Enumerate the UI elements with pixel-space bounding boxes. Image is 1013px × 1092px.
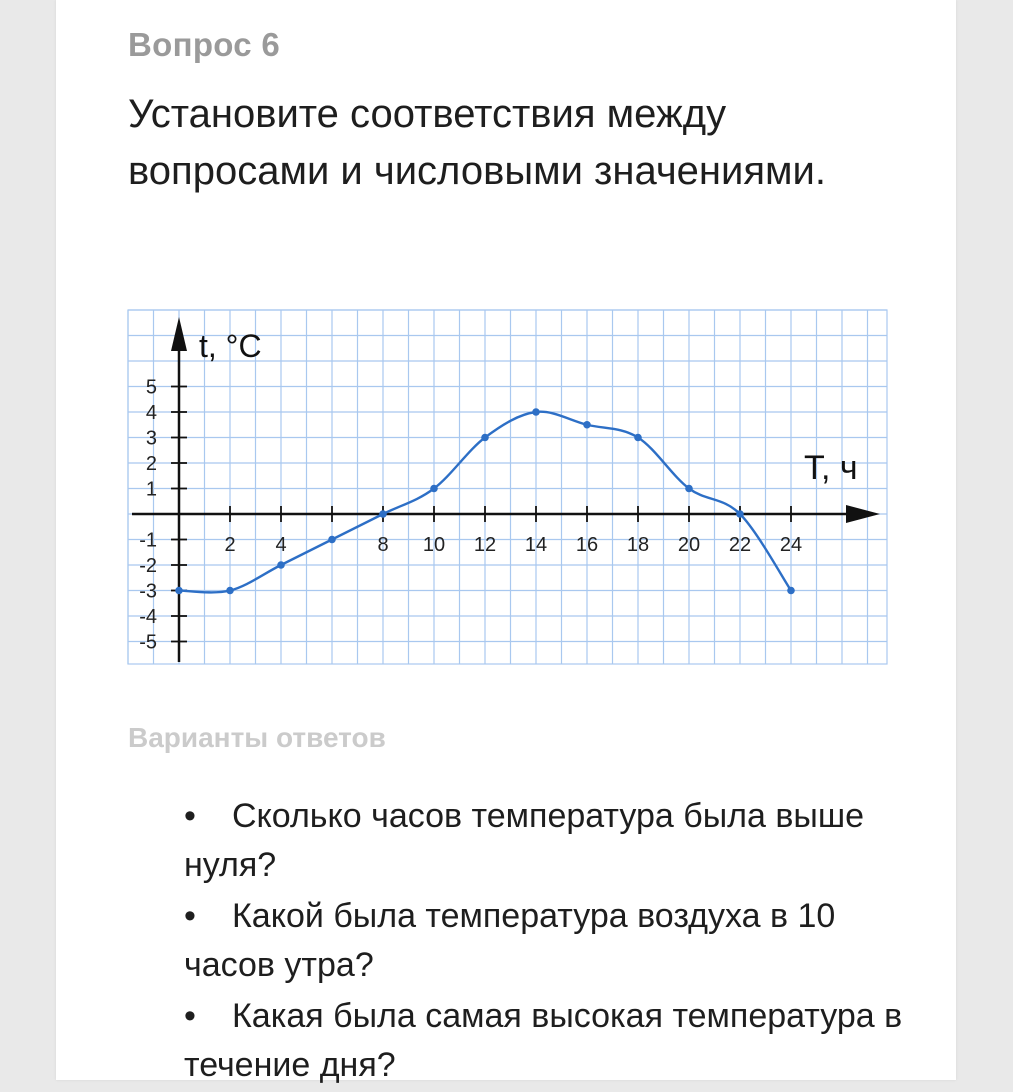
data-point <box>481 434 489 442</box>
y-tick-label: 1 <box>145 478 157 501</box>
bullet-icon: • <box>184 797 196 835</box>
answers-label: Варианты ответов <box>128 722 386 753</box>
answer-text: Какая была самая высокая температура в течение дня? <box>184 997 903 1084</box>
data-point <box>634 434 642 442</box>
y-tick-label: 5 <box>145 376 157 399</box>
x-tick-label: 12 <box>473 534 497 556</box>
y-axis-label: t, °C <box>199 328 262 364</box>
data-point <box>787 587 795 595</box>
bullet-icon: • <box>184 997 196 1035</box>
data-point <box>379 510 387 518</box>
x-tick-label: 8 <box>377 534 389 556</box>
x-tick-label: 10 <box>422 534 446 556</box>
y-tick-label: -1 <box>139 529 157 552</box>
y-tick-label: 2 <box>145 453 157 475</box>
question-text: Установите соответствия между вопросами и числовыми значениями. <box>128 92 826 193</box>
data-point <box>685 485 693 493</box>
list-item[interactable] <box>184 792 924 890</box>
x-tick-label: 2 <box>224 534 236 556</box>
x-tick-label: 16 <box>575 534 599 556</box>
y-tick-label: -3 <box>139 580 157 603</box>
list-item[interactable] <box>184 992 924 1090</box>
y-tick-label: -4 <box>139 606 157 628</box>
x-tick-label: 20 <box>677 534 701 556</box>
data-point <box>226 587 234 595</box>
x-tick-label: 22 <box>728 534 752 556</box>
list-item[interactable] <box>184 892 924 990</box>
data-point <box>328 536 336 544</box>
data-point <box>277 561 285 569</box>
y-tick-label: 3 <box>145 427 157 450</box>
data-point <box>430 485 438 493</box>
y-tick-label: 4 <box>145 402 157 424</box>
y-tick-label: -5 <box>139 631 157 654</box>
y-tick-label: -2 <box>139 555 157 577</box>
data-point <box>175 587 183 595</box>
answer-text: Сколько часов температура была выше нуля? <box>184 797 865 884</box>
x-tick-label: 18 <box>626 534 650 556</box>
x-tick-label: 24 <box>779 534 803 556</box>
data-point <box>532 408 540 416</box>
data-point <box>583 421 591 429</box>
answer-text: Какой была температура воздуха в 10 часов утра? <box>184 897 836 984</box>
question-number: Вопрос 6 <box>128 26 281 63</box>
bullet-icon: • <box>184 897 196 935</box>
data-point <box>736 510 744 518</box>
x-axis-label: T, ч <box>804 449 858 487</box>
answer-list <box>184 792 924 1092</box>
x-tick-label: 14 <box>524 534 548 556</box>
x-tick-label: 4 <box>275 534 287 556</box>
